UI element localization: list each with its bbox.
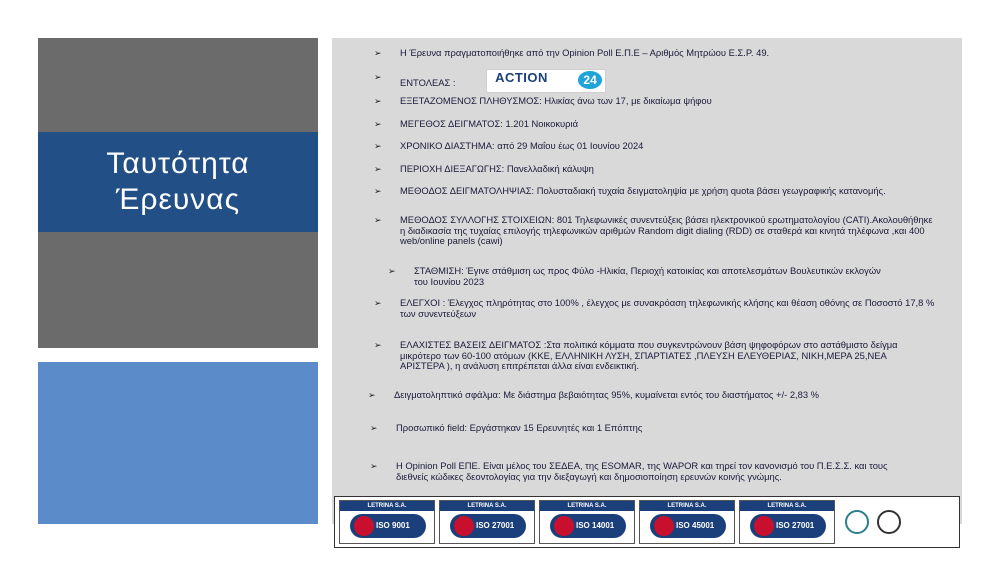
certificate-issuer: LETRINA S.A. — [540, 501, 634, 511]
association-seal-icon — [845, 510, 869, 534]
certification-strip — [334, 496, 960, 548]
item-text: Προσωπικό field: Εργάστηκαν 15 Ερευνητές και 1 Επόπτης — [396, 422, 643, 433]
certificate-issuer: LETRINA S.A. — [440, 501, 534, 511]
item-sampling-error — [368, 390, 892, 401]
certificate-standard: ISO 27001 — [476, 521, 515, 530]
bullet-arrow-icon: ➢ — [374, 96, 382, 106]
iso-45001-certificate — [639, 500, 735, 544]
item-sampling-method — [374, 186, 912, 197]
item-controls — [374, 298, 938, 319]
iso-27001-certificate — [439, 500, 535, 544]
certificate-standard: ISO 14001 — [576, 521, 615, 530]
iso-14001-certificate — [539, 500, 635, 544]
certification-mark-icon — [554, 516, 574, 536]
logo-word: ACTION — [495, 70, 548, 85]
item-min-bases — [374, 340, 932, 372]
item-period — [374, 141, 954, 152]
item-text: ΕΝΤΟΛΕΑΣ : — [400, 77, 456, 89]
item-text: ΣΤΑΘΜΙΣΗ: Έγινε στάθμιση ως προς Φύλο -Ηλικία, Περιοχή κατοικίας και αποτελεσμάτων Βουλευτικών εκλογών του Ιουνίου 2023 — [414, 265, 881, 287]
bullet-arrow-icon: ➢ — [374, 298, 382, 308]
logo-number: 24 — [578, 71, 602, 89]
certificate-issuer: LETRINA S.A. — [740, 501, 834, 511]
bullet-arrow-icon: ➢ — [374, 215, 382, 225]
certificate-issuer: LETRINA S.A. — [340, 501, 434, 511]
certification-mark-icon — [654, 516, 674, 536]
bullet-arrow-icon: ➢ — [374, 340, 382, 350]
bullet-arrow-icon: ➢ — [370, 461, 378, 471]
item-collection-method — [374, 215, 938, 247]
left-bottom-block — [38, 362, 318, 524]
certification-mark-icon — [354, 516, 374, 536]
item-population — [374, 96, 954, 107]
bullet-arrow-icon: ➢ — [388, 266, 396, 276]
item-area — [374, 164, 954, 175]
association-emblem-icon — [877, 510, 901, 534]
item-text: ΕΛΕΓΧΟΙ : Έλεγχος πληρότητας στο 100% , έλεγχος με συνακρόαση τηλεφωνικής κλήσης και θέαση οθόνης σε Ποσοστό 17,8 % των συνεντεύξεων — [400, 297, 935, 319]
title-band — [38, 132, 318, 232]
slide-title: Ταυτότητα Έρευνας — [106, 147, 250, 216]
item-text: ΜΕΘΟΔΟΣ ΔΕΙΓΜΑΤΟΛΗΨΙΑΣ: Πολυσταδιακή τυχαία δειγματοληψία με χρήση quota βάσει γεωγραφικής κατανομής. — [400, 185, 886, 196]
action24-logo — [486, 69, 606, 93]
item-text: ΜΕΓΕΘΟΣ ΔΕΙΓΜΑΤΟΣ: 1.201 Νοικοκυριά — [400, 118, 579, 129]
item-text: ΕΛΑΧΙΣΤΕΣ ΒΑΣΕΙΣ ΔΕΙΓΜΑΤΟΣ :Στα πολιτικά κόμματα που συγκεντρώνουν βάση ψηφοφόρων στο αστάθμιστο δείγμα μικρότερο των 60-100 ατόμων (ΚΚΕ, ΕΛΛΗΝΙΚΗ ΛΥΣΗ, ΣΠΑΡΤΙΑΤΕΣ ,ΠΛΕΥΣΗ ΕΛΕΥΘΕΡΙΑΣ, ΝΙΚΗ,ΜΕΡΑ 25,ΝΕΑ ΑΡΙΣΤΕΡΑ ), η ανάλυση επιτρέπεται άλλα είναι ενδεικτική. — [400, 339, 898, 371]
certification-mark-icon — [454, 516, 474, 536]
certificate-standard: ISO 45001 — [676, 521, 715, 530]
certification-mark-icon — [754, 516, 774, 536]
item-membership — [370, 461, 912, 482]
item-text: Η Έρευνα πραγματοποιήθηκε από την Opinion Poll Ε.Π.Ε – Αριθμός Μητρώου Ε.Σ.Ρ. 49. — [400, 47, 770, 58]
item-text: ΜΕΘΟΔΟΣ ΣΥΛΛΟΓΗΣ ΣΤΟΙΧΕΙΩΝ: 801 Τηλεφωνικές συνεντεύξεις βάσει ηλεκτρονικού ερωτηματολογίου (CATI).Ακολουθήθηκε η διαδικασία της τυχαίας επιλογής τηλεφωνικών αριθμών Random digit dialing (RDD) σε σταθερά και κινητά τηλέφωνα ,και 400 web/online panels (cawi) — [400, 214, 933, 246]
item-text: Δειγματοληπτικό σφάλμα: Με διάστημα βεβαιότητας 95%, κυμαίνεται εντός του διαστήματος +/- 2,83 % — [394, 389, 820, 400]
bullet-arrow-icon: ➢ — [374, 72, 382, 82]
item-personnel — [370, 423, 954, 434]
item-text: ΠΕΡΙΟΧΗ ΔΙΕΞΑΓΩΓΗΣ: Πανελλαδική κάλυψη — [400, 163, 594, 174]
bullet-arrow-icon: ➢ — [374, 48, 382, 58]
item-client — [374, 72, 954, 96]
item-sample-size — [374, 119, 954, 130]
item-text: ΕΞΕΤΑΖΟΜΕΝΟΣ ΠΛΗΘΥΣΜΟΣ: Ηλικίας άνω των 17, με δικαίωμα ψήφου — [400, 95, 712, 106]
bullet-arrow-icon: ➢ — [368, 390, 376, 400]
item-weighting — [388, 266, 892, 287]
bullet-arrow-icon: ➢ — [374, 119, 382, 129]
certificate-standard: ISO 9001 — [376, 521, 410, 530]
bullet-arrow-icon: ➢ — [374, 164, 382, 174]
survey-details-panel — [332, 38, 962, 524]
bullet-arrow-icon: ➢ — [370, 423, 378, 433]
item-pollster — [374, 48, 954, 59]
certificate-standard: ISO 27001 — [776, 521, 815, 530]
iso-27001-certificate-2 — [739, 500, 835, 544]
certificate-issuer: LETRINA S.A. — [640, 501, 734, 511]
membership-logos — [839, 500, 911, 544]
bullet-arrow-icon: ➢ — [374, 141, 382, 151]
bullet-arrow-icon: ➢ — [374, 186, 382, 196]
iso-9001-certificate — [339, 500, 435, 544]
item-text: Η Opinion Poll ΕΠΕ. Είναι μέλος του ΣΕΔΕΑ, της ESOMAR, της WAPOR και τηρεί τον κανονισμό του Π.Ε.Σ.Σ. και τους διεθνείς κώδικες δεοντολογίας για την διεξαγωγή και δημοσιοποίηση ερευνών κοινής γνώμης. — [396, 460, 888, 482]
item-text: ΧΡΟΝΙΚΟ ΔΙΑΣΤΗΜΑ: από 29 Μαΐου έως 01 Ιουνίου 2024 — [400, 140, 644, 151]
